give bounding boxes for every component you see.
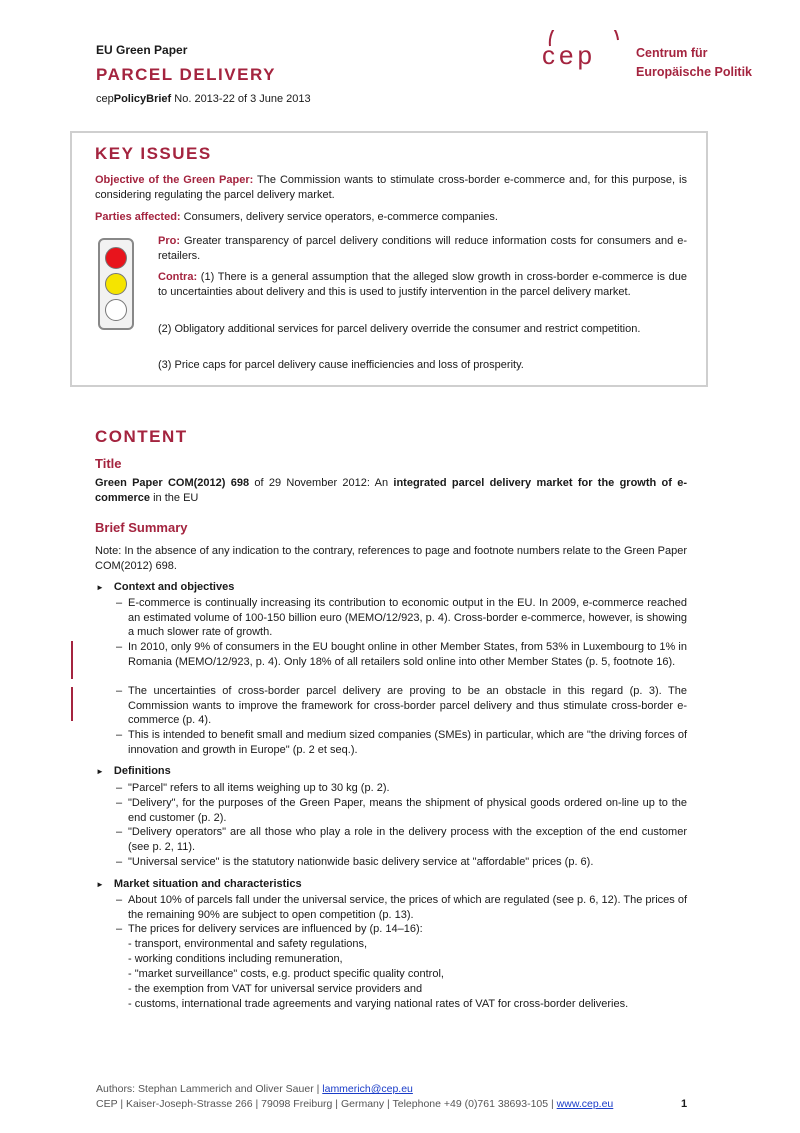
website-link[interactable]: www.cep.eu [556, 1098, 614, 1110]
cep-logo [532, 30, 632, 80]
content-heading: CONTENT [95, 427, 188, 446]
sub-list-item: - transport, environmental and safety regulations, [128, 938, 368, 950]
red-light-icon [105, 247, 127, 269]
author-email-link[interactable]: lammerich@cep.eu [322, 1083, 413, 1095]
contra-point-3: (3) Price caps for parcel delivery cause inefficiencies and loss of prosperity. [158, 359, 524, 371]
title-heading: Title [95, 456, 122, 471]
margin-marker [71, 687, 73, 721]
document-subtitle: EU Green Paper [96, 43, 188, 57]
sub-list-item: - working conditions including remuneration, [128, 953, 343, 965]
objective-paragraph: Objective of the Green Paper: The Commission wants to stimulate cross-border e-commerce and, for this purpose, is considering regulating the parcel delivery market. [95, 174, 687, 201]
list-item: – The uncertainties of cross-border parcel delivery are proving to be an obstacle in this regard (p. 3). The Commission wants to improve the framework for cross-border parcel delivery and thus stimulate cross-border e-commerce (p. 4). [116, 685, 687, 726]
brief-summary-heading: Brief Summary [95, 520, 188, 535]
list-item: – "Delivery", for the purposes of the Green Paper, means the shipment of physical goods ordered on-line up to the end customer (p. 2). [116, 797, 687, 824]
contra-point-2: (2) Obligatory additional services for parcel delivery override the consumer and restrict competition. [158, 323, 641, 335]
policy-brief-number: cepPolicyBrief No. 2013-22 of 3 June 2013 [96, 93, 311, 105]
list-item: – "Universal service" is the statutory nationwide basic delivery service at "affordable" prices (p. 6). [116, 856, 594, 868]
list-item: – In 2010, only 9% of consumers in the EU bought online in other Member States, from 53% in Luxembourg to 1% in Romania (MEMO/12/923, p. 4). Only 18% of all retailers sold online into other Member States (p. 5, footnote 16). [116, 641, 687, 668]
footer-authors: Authors: Stephan Lammerich and Oliver Sauer | lammerich@cep.eu [96, 1083, 413, 1095]
list-item: – "Delivery operators" are all those who play a role in the delivery process with the exception of the end customer (see p. 2, 11). [116, 826, 687, 853]
list-item: – E-commerce is continually increasing its contribution to economic output in the EU. In 2009, e-commerce reached an estimated volume of 100-150 billion euro (MEMO/12/923, p. 4). Cross-border e-commerce, however, is showing a much slower rate of growth. [116, 597, 687, 638]
sub-list-item: - "market surveillance" costs, e.g. product specific quality control, [128, 968, 444, 980]
parties-paragraph: Parties affected: Consumers, delivery service operators, e-commerce companies. [95, 211, 498, 223]
list-item: – About 10% of parcels fall under the universal service, the prices of which are regulated (see p. 6, 12). The prices of the remaining 90% are subject to open competition (p. 13). [116, 894, 687, 921]
organization-name: Centrum für Europäische Politik [636, 46, 753, 79]
list-item: – This is intended to benefit small and medium sized companies (SMEs) in particular, which are "the driving forces of innovation and growth in Europe" (p. 2 et seq.). [116, 729, 687, 756]
section-heading-context: ► Context and objectives [96, 581, 235, 593]
key-issues-heading: KEY ISSUES [95, 144, 212, 163]
sub-list-item: - customs, international trade agreements and varying national rates of VAT for cross-border deliveries. [128, 998, 629, 1010]
margin-marker [71, 641, 73, 679]
sub-list-item: - the exemption from VAT for universal service providers and [128, 983, 423, 995]
reference-note: Note: In the absence of any indication to the contrary, references to page and footnote numbers relate to the Green Paper COM(2012) 698. [95, 545, 687, 572]
white-light-icon [105, 299, 127, 321]
pro-paragraph: Pro: Greater transparency of parcel delivery conditions will reduce information costs for consumers and e-retailers. [158, 235, 687, 262]
title-paragraph: Green Paper COM(2012) 698 of 29 November 2012: An integrated parcel delivery market for the growth of e-commerce in the EU [95, 477, 687, 504]
section-heading-definitions: ► Definitions [96, 765, 171, 777]
contra-paragraph: Contra: (1) There is a general assumption that the alleged slow growth in cross-border e-commerce is due to uncertainties about delivery and this is used to justify intervention in the parcel delivery market. [158, 271, 687, 298]
footer-address: CEP | Kaiser-Joseph-Strasse 266 | 79098 Freiburg | Germany | Telephone +49 (0)761 38693-105 | www.cep.eu [96, 1098, 614, 1110]
svg-text:cep: cep [542, 40, 596, 70]
yellow-light-icon [105, 273, 127, 295]
list-item: – "Parcel" refers to all items weighing up to 30 kg (p. 2). [116, 782, 390, 794]
page-number: 1 [681, 1098, 688, 1110]
section-heading-market: ► Market situation and characteristics [96, 878, 302, 890]
traffic-light-icon [98, 238, 134, 330]
list-item: – The prices for delivery services are influenced by (p. 14–16): [116, 923, 423, 935]
document-title: PARCEL DELIVERY [96, 65, 276, 84]
